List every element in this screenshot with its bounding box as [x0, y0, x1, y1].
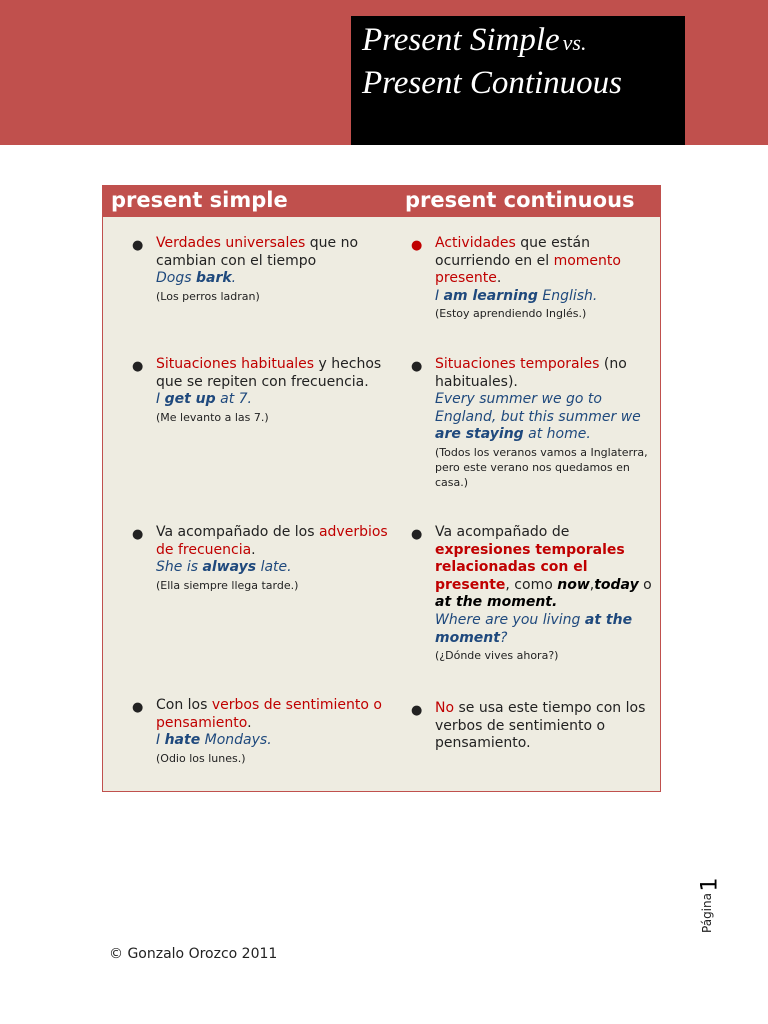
rule-keyword: momento presente [435, 252, 621, 287]
copyright: © Gonzalo Orozco 2011 [109, 946, 278, 962]
rule-keyword: Verdades universales [156, 235, 306, 251]
rule-text: se usa este tiempo con los verbos de sentimiento o pensamiento. [435, 700, 646, 752]
rule-keyword: Situaciones habituales [156, 356, 315, 372]
page-number-label [697, 877, 725, 948]
title-box [351, 16, 685, 145]
cell-universal-truths [156, 235, 388, 304]
translation: (Odio los lunes.) [156, 751, 246, 765]
rule-text: . [251, 541, 256, 558]
rule-keyword: expresiones temporales relacionadas con el presente [435, 541, 625, 593]
example-text: . [231, 270, 237, 287]
rule-text: , [589, 576, 595, 593]
example-verb: hate [164, 732, 201, 749]
rule-keyword: adverbios de frecuencia [156, 524, 388, 558]
example-verb: at the moment [435, 611, 633, 646]
bullet-icon: ● [411, 703, 423, 718]
cell-habitual-situations [156, 356, 388, 425]
cell-feeling-verbs [156, 697, 388, 766]
translation: (Me levanto a las 7.) [156, 410, 269, 424]
example-text: She is [156, 559, 203, 576]
example-verb: always [202, 559, 257, 576]
cell-temporary-situations [435, 356, 655, 490]
cell-not-used-feelings [435, 700, 655, 753]
bullet-icon: ● [132, 700, 144, 715]
bullet-icon: ● [132, 359, 144, 374]
translation: (¿Dónde vives ahora?) [435, 649, 559, 663]
cell-time-expressions [435, 524, 655, 663]
rule-text: , como [505, 576, 558, 593]
bullet-icon: ● [132, 527, 144, 542]
rule-keyword: verbos de sentimiento o pensamiento [156, 697, 382, 731]
rule-keyword: Actividades [435, 235, 516, 251]
page-number: 1 [697, 877, 723, 892]
example-verb: are staying [435, 426, 524, 443]
keyword-at-the-moment: at the moment. [435, 594, 558, 611]
bullet-icon: ● [411, 359, 423, 374]
example-text: Where are you living [435, 611, 585, 628]
example-text: Every summer we go to England, but this summer we [435, 391, 641, 425]
rule-text: . [247, 714, 252, 731]
keyword-now: now [557, 576, 590, 593]
title-vs: vs. [562, 30, 587, 55]
title-line-1 [362, 22, 586, 59]
cell-frequency-adverbs [156, 524, 388, 593]
title-present-simple: Present Simple [362, 22, 560, 58]
example-text: Dogs [156, 270, 196, 287]
example-text: I [156, 732, 165, 749]
example-text: English. [537, 287, 598, 304]
translation: (Estoy aprendiendo Inglés.) [435, 307, 587, 321]
translation: (Los perros ladran) [156, 289, 260, 303]
cell-current-activities [435, 235, 655, 321]
rule-text: Va acompañado de [435, 524, 570, 540]
translation: (Ella siempre llega tarde.) [156, 578, 299, 592]
example-verb: get up [164, 391, 216, 408]
rule-text: Va acompañado de los [156, 524, 319, 540]
bullet-icon: ● [411, 527, 423, 542]
rule-text: que están ocurriendo en el [435, 235, 590, 269]
rule-keyword: Situaciones temporales [435, 356, 600, 372]
bullet-icon: ● [411, 238, 423, 253]
rule-text: y hechos que se repiten con frecuencia. [156, 356, 382, 390]
rule-text: . [496, 270, 502, 287]
example-text: I [156, 391, 165, 408]
comparison-table [102, 185, 661, 792]
keyword-today: today [594, 576, 639, 593]
header-present-simple: present simple [111, 188, 288, 212]
example-text: ? [499, 629, 508, 646]
example-text: late. [256, 559, 292, 576]
example-text: at 7. [215, 391, 252, 408]
example-text: at home. [523, 426, 591, 443]
example-text: I [435, 287, 444, 304]
example-verb: am learning [443, 287, 538, 304]
rule-text: Con los [156, 697, 212, 713]
example-text: Mondays. [200, 732, 272, 749]
table-header [103, 186, 660, 217]
example-verb: bark [195, 270, 232, 287]
bullet-icon: ● [132, 238, 144, 253]
title-present-continuous: Present Continuous [362, 65, 623, 101]
rule-text: o [638, 576, 652, 593]
page-word: Página [699, 893, 714, 933]
rule-keyword: No [435, 700, 455, 716]
rule-text: que no cambian con el tiempo [156, 235, 359, 269]
translation: (Todos los veranos vamos a Inglaterra, pero este verano nos quedamos en casa.) [435, 445, 648, 489]
rule-text: (no habituales). [435, 356, 627, 390]
header-present-continuous: present continuous [405, 188, 635, 212]
